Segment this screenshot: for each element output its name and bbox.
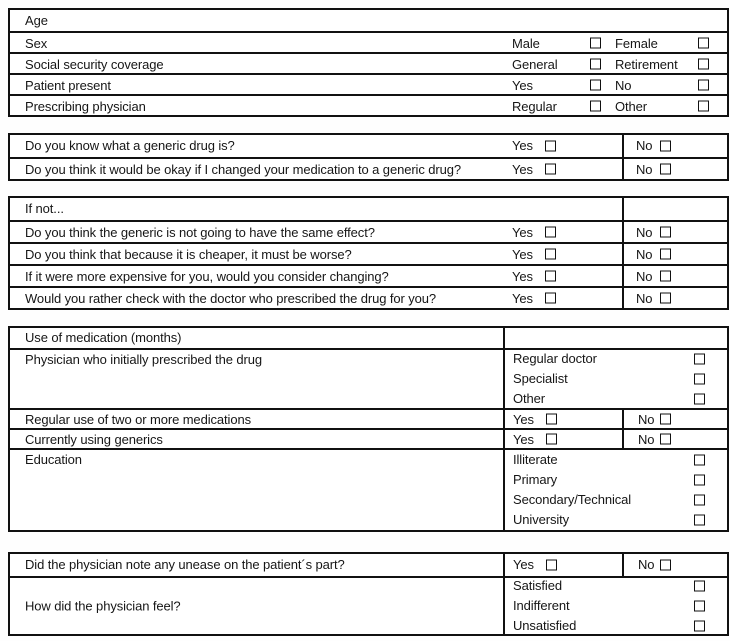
- checkbox-regular-use-no[interactable]: [660, 414, 671, 425]
- checkbox-female[interactable]: [698, 37, 709, 48]
- option-line: [513, 450, 705, 470]
- row-age: [10, 10, 727, 31]
- yes-label: Yes: [513, 432, 534, 447]
- field-label-initial-physician: Physician who initially prescribed the drug: [25, 352, 263, 367]
- demographics-table: [8, 8, 729, 117]
- field-label-prescribing-physician: Prescribing physician: [25, 99, 146, 114]
- checkbox-more-expensive-no[interactable]: [660, 271, 671, 282]
- physician-impression-table: [8, 552, 729, 636]
- row-currently-using: [10, 428, 727, 448]
- option-line: [513, 596, 705, 616]
- row-social-security: [10, 52, 727, 73]
- row-same-effect: [10, 220, 727, 242]
- section-header: If not...: [25, 201, 64, 216]
- option-label-male: Male: [512, 36, 540, 51]
- row-regular-use: [10, 408, 727, 428]
- no-label: No: [638, 557, 655, 572]
- checkbox-change-okay-yes[interactable]: [545, 164, 556, 175]
- row-patient-present: [10, 73, 727, 94]
- checkbox-illiterate[interactable]: [694, 455, 705, 466]
- question-text: How did the physician feel?: [25, 598, 181, 614]
- option-label-primary: Primary: [513, 472, 558, 487]
- field-label-regular-use: Regular use of two or more medications: [25, 412, 251, 427]
- yes-label: Yes: [512, 269, 533, 284]
- no-label: No: [636, 291, 653, 306]
- field-label-sex: Sex: [25, 36, 48, 51]
- row-know-generic: [10, 135, 727, 157]
- yes-label: Yes: [512, 162, 533, 177]
- feel-options: [513, 578, 705, 634]
- no-label: No: [636, 162, 653, 177]
- option-label-secondary-technical: Secondary/Technical: [513, 492, 632, 507]
- checkbox-unease-no[interactable]: [660, 560, 671, 571]
- option-label-regular-doctor: Regular doctor: [513, 351, 597, 366]
- question-text: Did the physician note any unease on the patient´s part?: [25, 557, 345, 572]
- option-line: [513, 616, 705, 636]
- checkbox-specialist[interactable]: [694, 374, 705, 385]
- option-line: [513, 369, 705, 389]
- checkbox-more-expensive-yes[interactable]: [545, 271, 556, 282]
- checkbox-cheaper-worse-no[interactable]: [660, 249, 671, 260]
- education-options: [513, 450, 705, 530]
- checkbox-know-generic-yes[interactable]: [545, 141, 556, 152]
- option-label-regular: Regular: [512, 99, 557, 114]
- checkbox-male[interactable]: [590, 37, 601, 48]
- checkbox-same-effect-no[interactable]: [660, 227, 671, 238]
- option-label-no: No: [615, 78, 632, 93]
- checkbox-satisfied[interactable]: [694, 581, 705, 592]
- option-label-illiterate: Illiterate: [513, 452, 558, 467]
- yes-no-divider: [622, 554, 624, 576]
- field-label-currently-using: Currently using generics: [25, 432, 163, 447]
- yes-label: Yes: [512, 138, 533, 153]
- checkbox-same-effect-yes[interactable]: [545, 227, 556, 238]
- option-label-retirement: Retirement: [615, 57, 678, 72]
- checkbox-other-physician[interactable]: [694, 394, 705, 405]
- checkbox-cheaper-worse-yes[interactable]: [545, 249, 556, 260]
- row-education: [10, 448, 727, 530]
- yes-no-divider: [622, 410, 624, 428]
- question-text: Do you think that because it is cheaper, it must be worse?: [25, 247, 352, 262]
- field-label-education: Education: [25, 452, 82, 467]
- checkbox-regular-use-yes[interactable]: [546, 414, 557, 425]
- row-more-expensive: [10, 264, 727, 286]
- row-sex: [10, 31, 727, 52]
- question-text: Do you think the generic is not going to have the same effect?: [25, 225, 375, 240]
- option-label-general: General: [512, 57, 558, 72]
- option-label-unsatisfied: Unsatisfied: [513, 618, 577, 633]
- checkbox-indifferent[interactable]: [694, 601, 705, 612]
- option-label-university: University: [513, 512, 570, 527]
- checkbox-change-okay-no[interactable]: [660, 164, 671, 175]
- option-label-other: Other: [615, 99, 648, 114]
- question-text: Would you rather check with the doctor who prescribed the drug for you?: [25, 291, 437, 306]
- row-if-not-header: [10, 198, 727, 220]
- checkbox-currently-using-no[interactable]: [660, 434, 671, 445]
- medication-use-table: [8, 326, 729, 532]
- no-label: No: [638, 432, 655, 447]
- checkbox-check-doctor-no[interactable]: [660, 293, 671, 304]
- yes-label: Yes: [513, 412, 534, 427]
- checkbox-physician-regular[interactable]: [590, 100, 601, 111]
- checkbox-patient-present-yes[interactable]: [590, 79, 601, 90]
- no-label: No: [636, 138, 653, 153]
- no-label: No: [638, 412, 655, 427]
- yes-label: Yes: [513, 557, 534, 572]
- checkbox-regular-doctor[interactable]: [694, 354, 705, 365]
- yes-label: Yes: [512, 291, 533, 306]
- checkbox-unease-yes[interactable]: [546, 560, 557, 571]
- option-label-female: Female: [615, 36, 658, 51]
- row-change-okay: [10, 157, 727, 179]
- checkbox-university[interactable]: [694, 515, 705, 526]
- option-line: [513, 510, 705, 530]
- checkbox-know-generic-no[interactable]: [660, 141, 671, 152]
- option-label-indifferent: Indifferent: [513, 598, 570, 613]
- row-check-doctor: [10, 286, 727, 308]
- no-label: No: [636, 225, 653, 240]
- row-unease: [10, 554, 727, 576]
- field-label-social-security: Social security coverage: [25, 57, 164, 72]
- field-label-use-months: Use of medication (months): [25, 330, 182, 345]
- if-not-table: [8, 196, 729, 310]
- checkbox-general[interactable]: [590, 58, 601, 69]
- row-initial-physician: [10, 348, 727, 408]
- checkbox-check-doctor-yes[interactable]: [545, 293, 556, 304]
- checkbox-physician-other[interactable]: [698, 100, 709, 111]
- field-label-patient-present: Patient present: [25, 78, 111, 93]
- option-label-specialist: Specialist: [513, 371, 568, 386]
- option-line: [513, 490, 705, 510]
- question-text: Do you know what a generic drug is?: [25, 138, 235, 153]
- option-label-yes: Yes: [512, 78, 533, 93]
- question-text: If it were more expensive for you, would you consider changing?: [25, 269, 389, 284]
- checkbox-patient-present-no[interactable]: [698, 79, 709, 90]
- row-physician-feel: [10, 576, 727, 634]
- checkbox-currently-using-yes[interactable]: [546, 434, 557, 445]
- no-label: No: [636, 247, 653, 262]
- option-label-other-physician: Other: [513, 391, 546, 406]
- physician-options: [513, 350, 705, 408]
- checkbox-retirement[interactable]: [698, 58, 709, 69]
- yes-label: Yes: [512, 247, 533, 262]
- question-text: Do you think it would be okay if I changed your medication to a generic drug?: [25, 162, 462, 177]
- yes-no-divider: [622, 428, 624, 448]
- option-line: [513, 389, 705, 409]
- row-cheaper-worse: [10, 242, 727, 264]
- option-line: [513, 470, 705, 490]
- row-use-months: [10, 328, 727, 348]
- option-line: [513, 349, 705, 369]
- checkbox-secondary-technical[interactable]: [694, 495, 705, 506]
- no-label: No: [636, 269, 653, 284]
- yes-label: Yes: [512, 225, 533, 240]
- checkbox-primary[interactable]: [694, 475, 705, 486]
- row-prescribing-physician: [10, 94, 727, 115]
- option-line: [513, 576, 705, 596]
- generic-awareness-table: [8, 133, 729, 181]
- field-label-age: Age: [25, 13, 48, 28]
- option-label-satisfied: Satisfied: [513, 578, 562, 593]
- checkbox-unsatisfied[interactable]: [694, 621, 705, 632]
